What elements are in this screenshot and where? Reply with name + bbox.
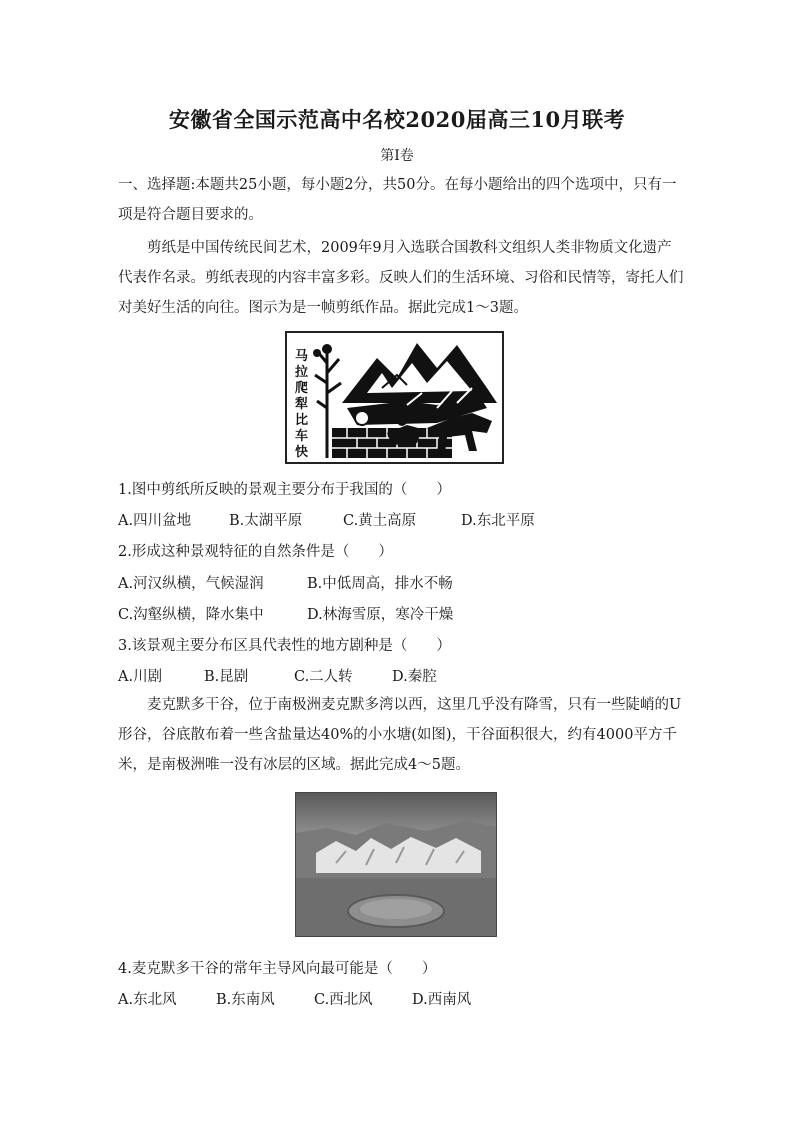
dry-valley-photo [295, 792, 497, 937]
question-1-option-b[interactable]: B.太湖平原 [229, 513, 303, 529]
question-2-option-a[interactable]: A.河汉纵横，气候湿润 [118, 576, 264, 592]
question-1-option-d[interactable]: D.东北平原 [461, 513, 535, 529]
question-4-option-d[interactable]: D.西南风 [412, 992, 472, 1008]
question-1-stem: 1.图中剪纸所反映的景观主要分布于我国的（ ） [118, 482, 451, 498]
question-3-option-b[interactable]: B.昆剧 [204, 669, 249, 685]
question-3-option-c[interactable]: C.二人转 [294, 669, 353, 685]
question-4-option-c[interactable]: C.西北风 [314, 992, 373, 1008]
question-3-stem: 3.该景观主要分布区具代表性的地方剧种是（ ） [118, 638, 451, 654]
page-title: 安徽省全国示范高中名校2020届高三10月联考 [168, 107, 626, 132]
question-1-option-c[interactable]: C.黄土高原 [343, 513, 417, 529]
section-label: 第Ⅰ卷 [380, 148, 414, 164]
question-2-option-c[interactable]: C.沟壑纵横，降水集中 [118, 607, 264, 623]
paper-cut-illustration [287, 333, 504, 464]
question-3-option-d[interactable]: D.秦腔 [392, 669, 437, 685]
question-4-option-a[interactable]: A.东北风 [118, 992, 177, 1008]
question-2-option-d[interactable]: D.林海雪原，寒冷干燥 [307, 607, 454, 623]
question-2-option-b[interactable]: B.中低周高，排水不畅 [307, 576, 453, 592]
instructions: 一、选择题:本题共25小题，每小题2分，共50分。在每小题给出的四个选项中，只有一项是符合题目要求的。 [118, 177, 677, 223]
question-4-option-b[interactable]: B.东南风 [216, 992, 275, 1008]
paper-cut-caption: 马 拉 爬 犁 比 车 快 [295, 349, 309, 460]
question-3-option-a[interactable]: A.川剧 [118, 669, 163, 685]
passage-2: 麦克默多干谷，位于南极洲麦克默多湾以西，这里几乎没有降雪，只有一些陡峭的U形谷，谷底散布着一些含盐量达40%的小水塘(如图)，干谷面积很大，约有4000平方千米，是南极洲唯一没有冰层的区域。据此完成4～5题。 [118, 697, 682, 773]
question-4-stem: 4.麦克默多干谷的常年主导风向最可能是（ ） [118, 961, 437, 977]
paper-cut-figure [285, 331, 504, 464]
passage-1: 剪纸是中国传统民间艺术，2009年9月入选联合国教科文组织人类非物质文化遗产代表作名录。剪纸表现的内容丰富多彩。反映人们的生活环境、习俗和民情等，寄托人们对美好生活的向往。图示为是一帧剪纸作品。据此完成1～3题。 [118, 240, 684, 316]
question-2-stem: 2.形成这种景观特征的自然条件是（ ） [118, 544, 393, 560]
dry-valley-illustration [296, 793, 497, 937]
question-1-option-a[interactable]: A.四川盆地 [118, 513, 192, 529]
